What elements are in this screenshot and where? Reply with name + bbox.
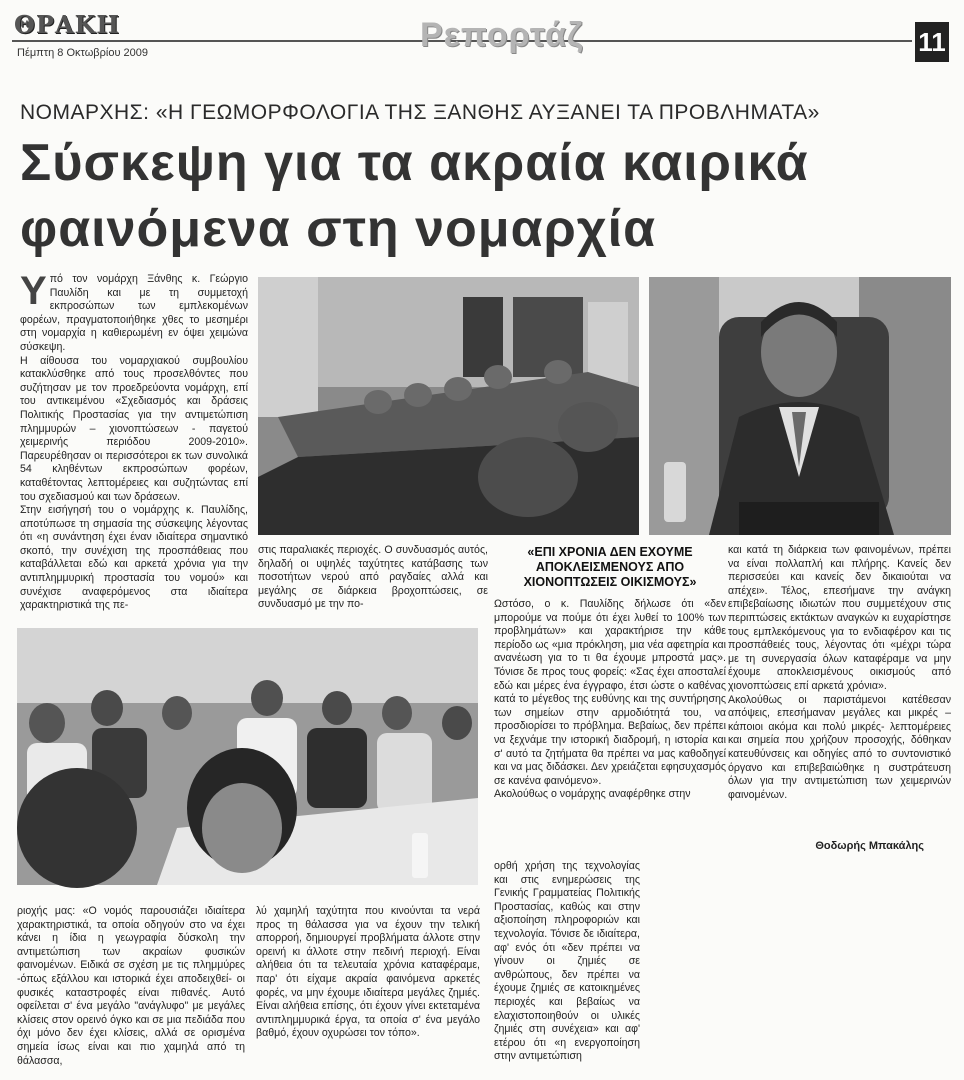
column-1-text: πό τον νομάρχη Ξάνθης κ. Γεώργιο Παυλίδη και με τη συμμετοχή εκπροσώπων των εμπλεκομένων φορέων, πραγματοποιήθηκε χθες το μεσημέρι στη νομαρχία η καθιερωμένη εν όψει χειμώνα σύσκεψη. Η αίθουσα του νομαρχιακού συμβουλίου κατακλύσθηκε από τους προσελθόντες που συζήτησαν με τον προεδρεύοντα νομάρχη, επί του αντικειμένου «Σχεδιασμός και δράσεις Πολιτικής Προστασίας για την αντιμετώπιση πλημμυρών – χιονοπτώσεων - παγετού χειμερινής περιόδου 2009-2010». Παρευρέθησαν οι περισσότεροι εκ των συνολικά 54 κληθέντων εκπροσώπων φορέων, καταθέτοντας λεπτομέρειες και συζητώντας επί του σχεδιασμού και των δράσεων. Στην εισήγησή του ο νομάρχης κ. Παυλίδης, αποτύπωσε τη σημασία της σύσκεψης λέγοντας ότι «η συνάντηση έχει έναν ιδιαίτερα σημαντικό σκοπό, την συνέχιση της προσπάθειας που καταβάλλεται εδώ και αρκετά χρόνια για την αντιπλημμυρική προστασία του νομού» και συνέχισε αναφερόμενος στα ιδιαίτερα χαρακτηριστικά της πε- <box>20 273 248 612</box>
article-kicker: ΝΟΜΑΡΧΗΣ: «Η ΓΕΩΜΟΡΦΟΛΟΓΙΑ ΤΗΣ ΞΑΝΘΗΣ ΑΥΞΑΝΕΙ ΤΑ ΠΡΟΒΛΗΜΑΤΑ» <box>20 101 820 124</box>
article-column-1 <box>20 269 248 638</box>
article-headline: Σύσκεψη για τα ακραία καιρικά φαινόμενα στη νομαρχία <box>20 134 809 258</box>
article-subhead: «ΕΠΙ ΧΡΟΝΙΑ ΔΕΝ ΕΧΟΥΜΕ ΑΠΟΚΛΕΙΣΜΕΝΟΥΣ ΑΠΟ ΧΙΟΝΟΠΤΩΣΕΙΣ ΟΙΚΙΣΜΟΥΣ» <box>523 545 697 589</box>
audience-illustration <box>17 628 478 885</box>
article-byline: Θοδωρής Μπακάλης <box>815 840 924 852</box>
article-column-4-narrow: ορθή χρήση της τεχνολογίας και στις ενημερώσεις της Γενικής Γραμματείας Πολιτικής Προστασίας, καθώς και στην αξιοποίηση πληροφοριών και τεχνολογία. Τόνισε δε ιδιαίτερα, αφ' ενός ότι «δεν πρέπει να γίνουν οι ζημιές σε ανθρώπους, δεν πρέπει να έχουμε ζημιές σε κατοικημένες περιοχές και βεβαίως να ελαχιστοποιηθούν οι υλικές ζημιές στη συνέχεια» και αφ' ετέρου ότι «η ενεργοποίηση στην αντιμετώπιση <box>494 860 640 1063</box>
section-title: Ρεπορτάζ <box>420 16 584 54</box>
article-column-3-bottom: λύ χαμηλή ταχύτητα που κινούνται τα νερά προς τη θάλασσα για να έχουν την τελική απορροή, δημιουργεί προβλήματα άλλοτε στην ορεινή κι άλλοτε στην πεδινή περιοχή. Είναι αλήθεια ότι τα τελευταία χρόνια καταφέραμε, παρ' ότι είχαμε ακραία φαινόμενα αρκετές φορές, να μην έχουμε ιδιαίτερα μεγάλες ζημιές. Είναι αλήθεια επίσης, ότι έχουν γίνει εκτεταμένα αντιπλημμυρικά έργα, τα οποία σ' ένα μεγάλο βαθμό, έχουν οχυρώσει τον τόπο». <box>256 905 480 1040</box>
photo-meeting-room <box>258 277 639 535</box>
meeting-room-illustration <box>258 277 639 535</box>
portrait-illustration <box>649 277 951 535</box>
article-column-3-top: στις παραλιακές περιοχές. Ο συνδυασμός αυτός, δηλαδή οι υψηλές ταχύτητες κατάβασης των ποσοτήτων νερού από ραγδαίες αλλά και μεγάλης σε διάρκεια βροχοπτώσεις, σε συνδυασμό με την πο- <box>258 544 488 611</box>
drop-cap: Υ <box>20 269 47 313</box>
page-number: 11 <box>915 22 949 62</box>
masthead: ΘΡΑΚΗ <box>14 10 121 39</box>
article-column-2: ριοχής μας: «Ο νομός παρουσιάζει ιδιαίτερα χαρακτηριστικά, τα οποία οδηγούν στο να έχει κάνει η ίδια η γεωγραφία δύσκολη την αντιμετώπιση των ακραίων φυσικών φαινομένων. Ειδικά σε σχέση με τις πλημμύρες -όπως εξάλλου και ιστορικά έχει αποδειχθεί- οι φυσικές καταστροφές είναι πιθανές. Αυτό οφείλεται σ' ένα μεγάλο "ανάγλυφο" με μεγάλες κλίσεις στον ορεινό όγκο και σε μια πεδιάδα που όχι μόνο δεν έχει κλίσεις, αλλά σε ορισμένα σημεία ίσως είναι και πιο χαμηλά από τη θάλασσα, <box>17 905 245 1067</box>
photo-audience <box>17 628 478 885</box>
issue-date: Πέμπτη 8 Οκτωβρίου 2009 <box>17 47 148 59</box>
article-column-4: Ωστόσο, ο κ. Παυλίδης δήλωσε ότι «δεν μπορούμε να πούμε ότι έχει λυθεί το 100% των προβλημάτων» και χαρακτήρισε την κάθε περίοδο ως «μια πρόκληση, μια νέα αφετηρία και ανανέωση για το τι θα έχουμε μπροστά μας». Τόνισε δε προς τους φορείς: «Σας έχει αποσταλεί εδώ και μέρες ένα έγγραφο, έτσι ώστε ο καθένας κατά το μέγεθος της ευθύνης και της συντήρησης των σημείων στην αρμοδιότητά του, να προσδιορίσει το πρόβλημα. Βεβαίως, δεν πρέπει να ξεχνάμε την ιστορική διαδρομή, η ιστορία και σ' αυτό τα ζητήματα θα πρέπει να μας καθοδηγεί και να μας διδάσκει. Δεν χρειάζεται εφησυχασμός σε κανένα φαινόμενο». Ακολούθως ο νομάρχης αναφέρθηκε στην <box>494 598 726 801</box>
article-column-5: και κατά τη διάρκεια των φαινομένων, πρέπει να είναι πολλαπλή και πλήρης. Κανείς δεν περισσεύει και κανείς δεν δικαιούται να απέχει». Τέλος, επεσήμανε την ανάγκη επιβεβαίωσης ιδιωτών που συμμετέχουν στις περιπτώσεις εκτάκτων αναγκών κι ευχαρίστησε τους εμπλεκόμενους για το ενδιαφέρον και τις προσπάθειές τους, λέγοντας ότι «μέχρι τώρα με τη συνεργασία όλων καταφέραμε να μην έχουμε αποκλεισμένους οικισμούς από χιονοπτώσεις επί αρκετά χρόνια». Ακολούθως οι παριστάμενοι κατέθεσαν απόψεις, επεσήμαναν μεγάλες και μικρές –κάποιοι ακόμα και πολύ μικρές- λεπτομέρειες και σημεία που χρήζουν προσοχής, δόθηκαν κατευθύνσεις και οδηγίες από το συντονιστικό όργανο και επιβεβαιώθηκε η συστράτευση όλων για την αντιμετώπιση των χειμερινών φαινομένων. <box>728 544 951 801</box>
photo-prefect-portrait <box>649 277 951 535</box>
